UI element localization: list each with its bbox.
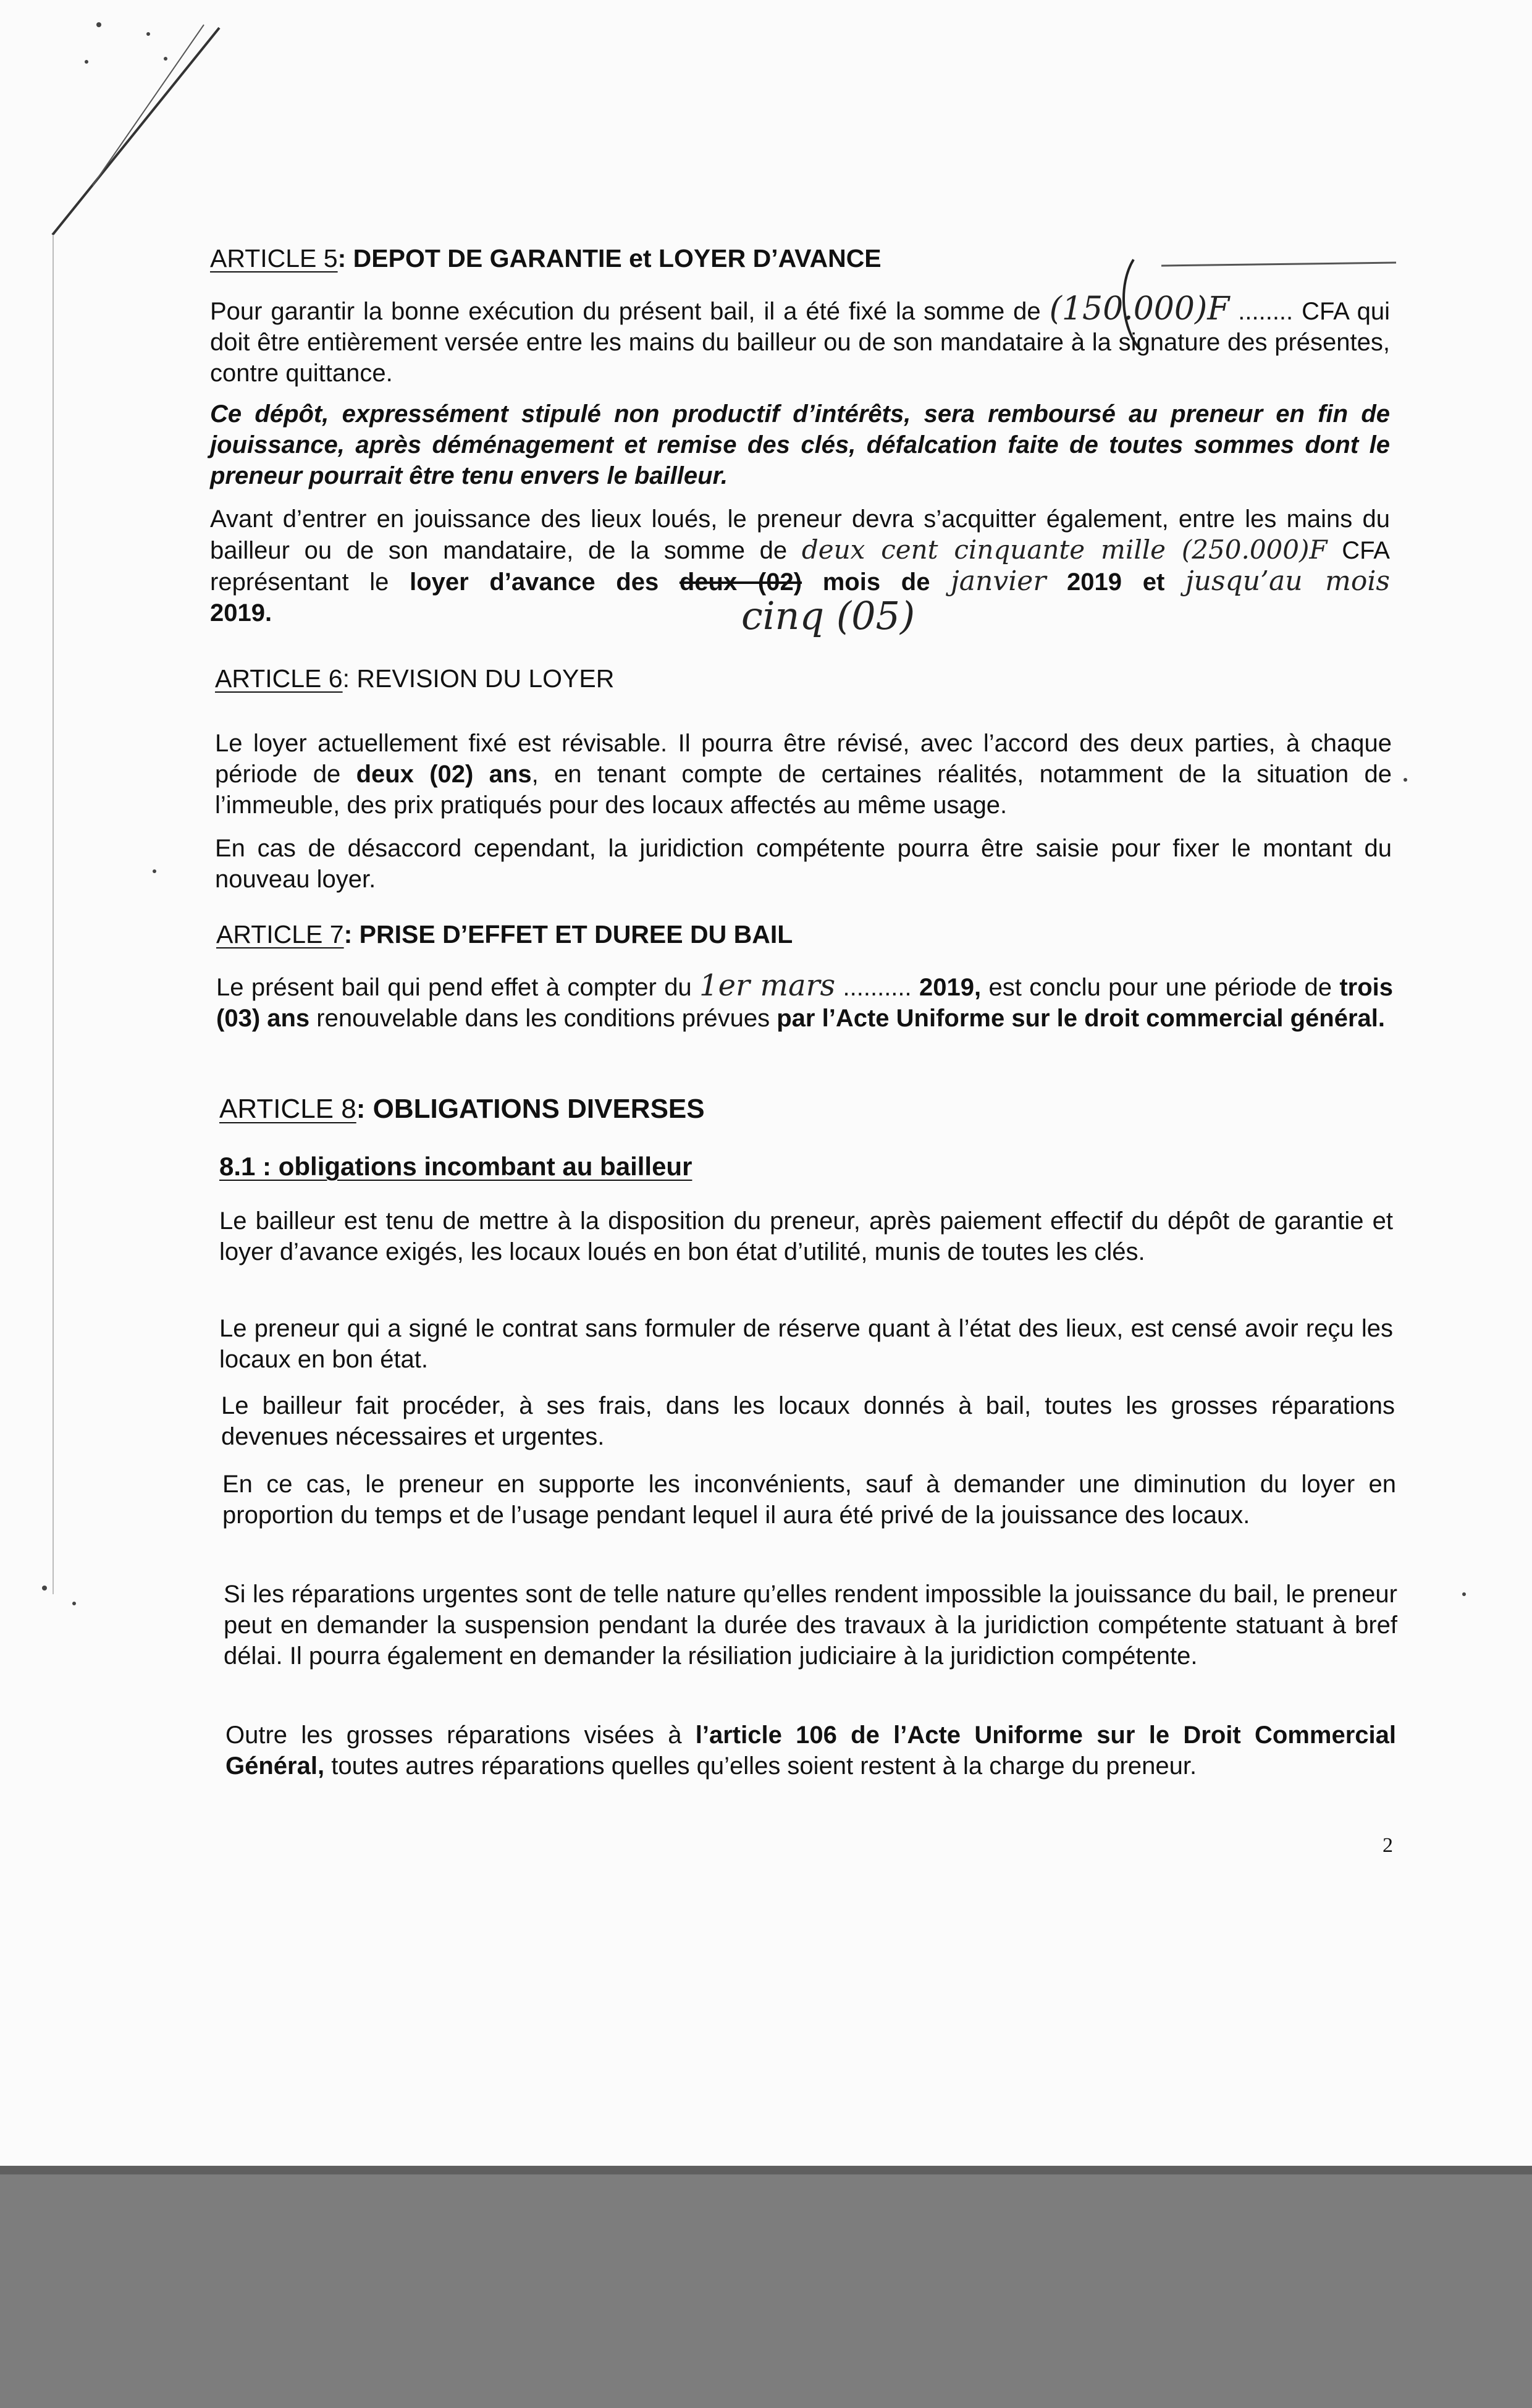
text: trois (03) ans (216, 974, 1393, 1032)
article-8-title: : OBLIGATIONS DIVERSES (356, 1094, 705, 1124)
text: Outre les grosses réparations visées à (225, 1722, 682, 1749)
scan-speck (72, 1602, 76, 1605)
handwritten-stroke (1161, 263, 1396, 266)
pen-stroke-diagonal-2 (93, 25, 204, 185)
scan-speck (164, 57, 167, 61)
handwritten-month: janvier (951, 565, 1046, 597)
text: Ce dépôt, expressément stipulé non productif d’intérêts, sera remboursé au preneur en fin de jouissance, après déménagement et remise des clés, défalcation faite de toutes sommes dont le preneur pourrait être tenu envers le bailleur. (210, 400, 1390, 489)
scan-speck (1404, 778, 1407, 782)
article-6-heading (215, 663, 614, 694)
text: Le bailleur fait procéder, à ses frais, dans les locaux donnés à bail, toutes les grosses réparations devenues nécessaires et urgentes. (221, 1392, 1395, 1450)
scan-speck (85, 60, 88, 64)
article-7-title: : PRISE D’EFFET ET DUREE DU BAIL (343, 920, 793, 948)
page-number: 2 (1383, 1834, 1393, 1857)
article-6-number: ARTICLE 6 (215, 664, 343, 693)
article-8-paragraph-2 (219, 1313, 1393, 1375)
text: .......... (843, 974, 912, 1001)
article-8-number: ARTICLE 8 (219, 1094, 356, 1124)
text: 2019. (210, 599, 272, 627)
text: mois de (822, 568, 930, 596)
text: par l’Acte Uniforme sur le droit commercial général. (777, 1005, 1385, 1032)
handwritten-amount: (150.000)F (1049, 290, 1230, 327)
article-8-1-subheading: 8.1 : obligations incombant au bailleur (219, 1152, 692, 1181)
article-5-title: : DEPOT DE GARANTIE et LOYER D’AVANCE (337, 244, 882, 272)
handwritten-date: 1er mars (699, 968, 836, 1003)
article-7-number: ARTICLE 7 (216, 920, 344, 948)
article-8-paragraph-3 (221, 1390, 1395, 1452)
text: ........ (1238, 298, 1294, 325)
article-5-number: ARTICLE 5 (210, 244, 338, 272)
text: CFA qui doit être entièrement versée entre les mains du bailleur ou de son mandataire à la signature des présentes, contre quittance. (210, 298, 1390, 387)
text: Avant d’entrer en jouissance des lieux loués, le preneur devra s’acquitter également, entre les mains du bailleur ou de son mandataire, de la somme de (210, 505, 1390, 564)
text: est conclu pour une période de (988, 974, 1332, 1001)
scan-border (0, 2166, 1532, 2174)
handwritten-cinq: cinq (05) (741, 593, 915, 638)
text: Si les réparations urgentes sont de telle nature qu’elles rendent impossible la jouissance du bail, le preneur peut en demander la suspension pendant la durée des travaux à la juridiction compétente statuant à bref délai. Il pourra également en demander la résiliation judiciaire à la juridiction compétente. (224, 1581, 1397, 1670)
text: toutes autres réparations quelles qu’elles soient restent à la charge du preneur. (331, 1752, 1197, 1780)
scan-speck (1462, 1592, 1466, 1596)
article-6-paragraph-2 (215, 833, 1392, 895)
text: deux (02) ans (356, 761, 532, 788)
article-5-paragraph-1 (210, 290, 1390, 389)
article-8-heading (219, 1094, 705, 1125)
struck-text: deux (02) (679, 568, 802, 596)
article-5-heading (210, 243, 882, 274)
article-7-paragraph-1 (216, 970, 1393, 1034)
text: , en tenant compte de certaines réalités, notamment de la situation de l’immeuble, des prix pratiqués pour des locaux affectés au même usage. (215, 761, 1392, 819)
text: Le bailleur est tenu de mettre à la disposition du preneur, après paiement effectif du dépôt de garantie et loyer d’avance exigés, les locaux loués en bon état d’utilité, munis de toutes les clés. (219, 1207, 1393, 1265)
text: Pour garantir la bonne exécution du présent bail, il a été fixé la somme de (210, 298, 1041, 325)
pen-stroke-diagonal (53, 28, 219, 235)
handwritten-note: jusqu’au mois (1185, 565, 1391, 597)
article-8-paragraph-6 (225, 1720, 1396, 1781)
text: CFA représentant le (210, 537, 1390, 596)
scan-speck (153, 869, 156, 873)
text: Le présent bail qui pend effet à compter du (216, 974, 692, 1001)
text: renouvelable dans les conditions prévues (316, 1005, 770, 1032)
text: Le loyer actuellement fixé est révisable. Il pourra être révisé, avec l’accord des deux parties, à chaque période de (215, 730, 1392, 788)
article-6-title: : REVISION DU LOYER (342, 664, 615, 693)
article-8-paragraph-1 (219, 1206, 1393, 1267)
text: l’article 106 de l’Acte Uniforme sur le Droit Commercial Général, (225, 1722, 1396, 1780)
article-5-paragraph-2 (210, 399, 1390, 491)
article-8-paragraph-5 (224, 1579, 1397, 1671)
text: 2019, (919, 974, 982, 1001)
article-7-heading (216, 919, 793, 950)
scan-speck (96, 22, 101, 27)
text: En cas de désaccord cependant, la juridiction compétente pourra être saisie pour fixer le montant du nouveau loyer. (215, 835, 1392, 893)
text: Le preneur qui a signé le contrat sans formuler de réserve quant à l’état des lieux, est censé avoir reçu les locaux en bon état. (219, 1315, 1393, 1373)
scan-speck (42, 1586, 47, 1591)
article-8-paragraph-4 (222, 1469, 1396, 1531)
handwritten-amount: deux cent cinquante mille (250.000)F (801, 534, 1328, 565)
text: loyer d’avance des (410, 568, 659, 596)
text: 2019 et (1067, 568, 1165, 596)
article-6-paragraph-1 (215, 728, 1392, 821)
scan-speck (146, 32, 150, 36)
text: En ce cas, le preneur en supporte les inconvénients, sauf à demander une diminution du loyer en proportion du temps et de l’usage pendant lequel il aura été privé de la jouissance des locaux. (222, 1471, 1396, 1529)
